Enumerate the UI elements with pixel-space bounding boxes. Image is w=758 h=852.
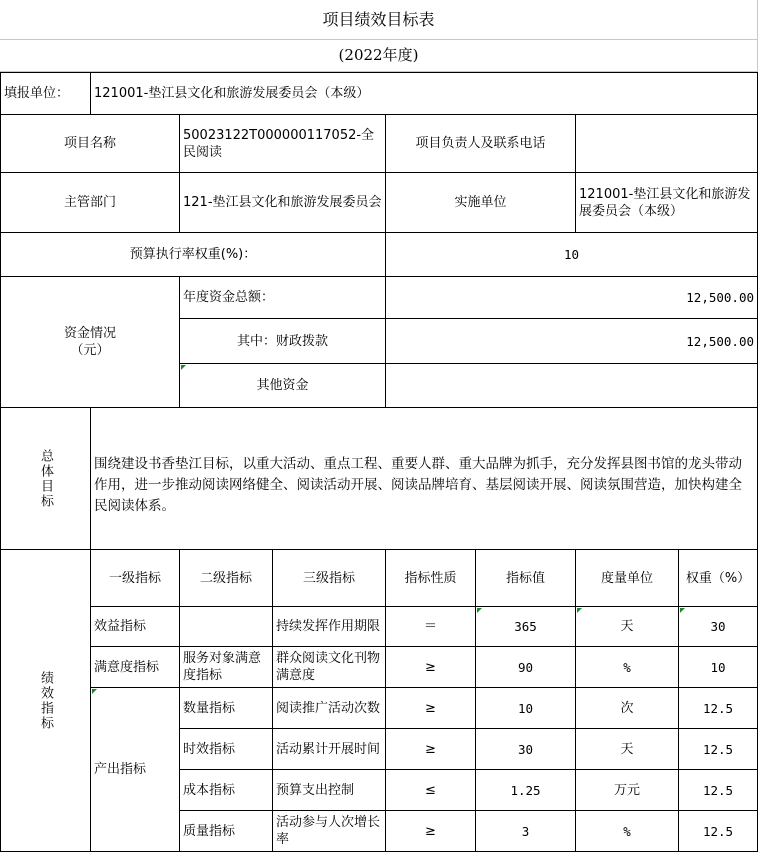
- row2-value: 10: [476, 688, 576, 729]
- row5-level3: 活动参与人次增长率: [273, 811, 386, 852]
- row3-unit: 天: [576, 729, 679, 770]
- header-level1: 一级指标: [91, 550, 180, 607]
- sheet-year: (2022年度): [0, 40, 758, 72]
- row0-unit: 天: [576, 607, 679, 647]
- funds-total-value: 12,500.00: [386, 277, 758, 319]
- weight-value: 10: [386, 233, 758, 277]
- row0-level1: 效益指标: [91, 607, 180, 647]
- funds-label: [0, 277, 180, 408]
- row3-level3: 活动累计开展时间: [273, 729, 386, 770]
- funds-total-label: 年度资金总额：: [180, 277, 386, 319]
- sheet-title: 项目绩效目标表: [0, 0, 758, 40]
- indicators-label: [0, 550, 91, 852]
- row2-unit: 次: [576, 688, 679, 729]
- row4-weight: 12.5: [679, 770, 758, 811]
- row1-unit: %: [576, 647, 679, 688]
- project-name-value: 50023122T000000117052-全民阅读: [180, 115, 386, 173]
- row4-unit: 万元: [576, 770, 679, 811]
- row1-weight: 10: [679, 647, 758, 688]
- header-unit: 度量单位: [576, 550, 679, 607]
- row1-level1: 满意度指标: [91, 647, 180, 688]
- row5-level2: 质量指标: [180, 811, 273, 852]
- contact-label: 项目负责人及联系电话: [386, 115, 576, 173]
- dept-value: 121-垫江县文化和旅游发展委员会: [180, 173, 386, 233]
- row3-value: 30: [476, 729, 576, 770]
- impl-value: 121001-垫江县文化和旅游发展委员会（本级）: [576, 173, 758, 233]
- row4-value: 1.25: [476, 770, 576, 811]
- indicators-label-text: 绩效指标: [38, 670, 53, 731]
- row3-level2: 时效指标: [180, 729, 273, 770]
- header-value: 指标值: [476, 550, 576, 607]
- row5-weight: 12.5: [679, 811, 758, 852]
- row4-level2: 成本指标: [180, 770, 273, 811]
- goal-text-body: 围绕建设书香垫江目标，以重大活动、重点工程、重要人群、重大品牌为抓手，充分发挥县图书馆的龙头带动作用，进一步推动阅读网络健全、阅读活动开展、阅读品牌培育、基层阅读开展、阅读氛围营造，加快构建全民阅读体系。: [94, 456, 742, 514]
- funds-label-text: 资金情况（元）: [63, 326, 116, 358]
- row4-nature: ≤: [386, 770, 476, 811]
- row0-value: 365: [476, 607, 576, 647]
- row0-nature: ＝: [386, 607, 476, 647]
- dept-label: 主管部门: [0, 173, 180, 233]
- row0-level3: 持续发挥作用期限: [273, 607, 386, 647]
- row3-nature: ≥: [386, 729, 476, 770]
- row2-weight: 12.5: [679, 688, 758, 729]
- output-indicator-label: 产出指标: [91, 688, 180, 852]
- row4-level3: 预算支出控制: [273, 770, 386, 811]
- project-name-label: 项目名称: [0, 115, 180, 173]
- unit-label: 填报单位：: [0, 72, 91, 115]
- goal-label-text: 总体目标: [38, 448, 53, 509]
- contact-value: [576, 115, 758, 173]
- funds-other-label: 其他资金: [180, 364, 386, 408]
- row2-level3: 阅读推广活动次数: [273, 688, 386, 729]
- row5-nature: ≥: [386, 811, 476, 852]
- goal-label: [0, 408, 91, 550]
- row1-value: 90: [476, 647, 576, 688]
- header-level3: 三级指标: [273, 550, 386, 607]
- row1-nature: ≥: [386, 647, 476, 688]
- funds-other-value: [386, 364, 758, 408]
- row0-weight: 30: [679, 607, 758, 647]
- row3-weight: 12.5: [679, 729, 758, 770]
- funds-fiscal-label: 其中：财政拨款: [180, 319, 386, 364]
- funds-fiscal-value: 12,500.00: [386, 319, 758, 364]
- weight-label: 预算执行率权重(%)：: [0, 233, 386, 277]
- row2-level2: 数量指标: [180, 688, 273, 729]
- header-weight: 权重（%）: [679, 550, 758, 607]
- row1-level3: 群众阅读文化刊物满意度: [273, 647, 386, 688]
- row2-nature: ≥: [386, 688, 476, 729]
- row5-unit: %: [576, 811, 679, 852]
- goal-text: [91, 408, 758, 550]
- unit-value: 121001-垫江县文化和旅游发展委员会（本级）: [91, 72, 758, 115]
- header-nature: 指标性质: [386, 550, 476, 607]
- row5-value: 3: [476, 811, 576, 852]
- row0-level2: [180, 607, 273, 647]
- header-level2: 二级指标: [180, 550, 273, 607]
- impl-label: 实施单位: [386, 173, 576, 233]
- row1-level2: 服务对象满意度指标: [180, 647, 273, 688]
